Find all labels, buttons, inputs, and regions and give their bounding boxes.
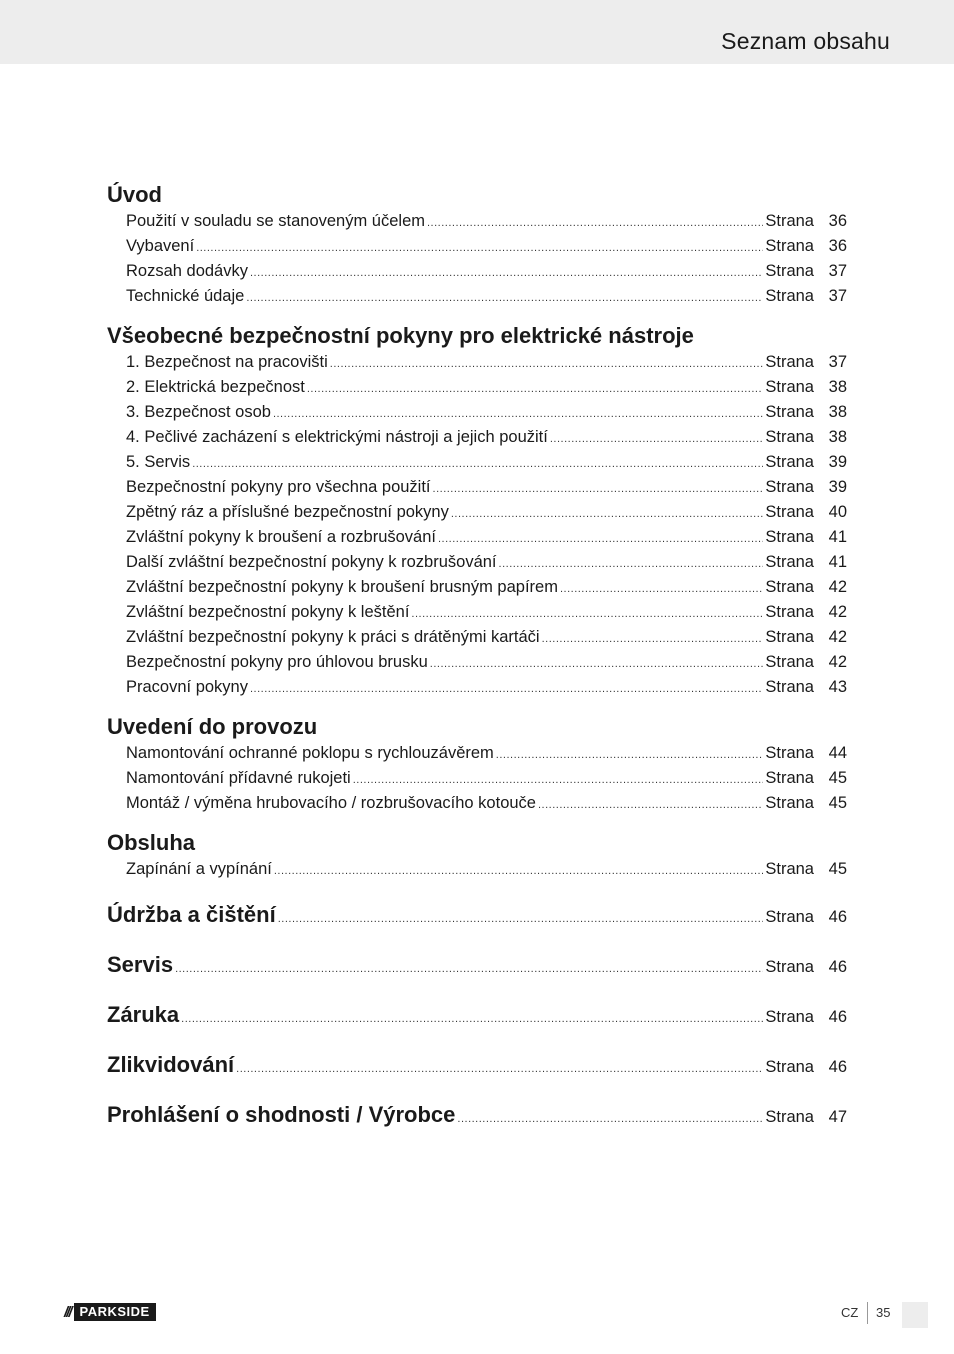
dot-leader: [236, 1048, 763, 1089]
toc-entry: [107, 475, 847, 500]
entry-label: 2. Elektrická bezpečnost: [126, 378, 305, 396]
toc-entry: [107, 741, 847, 766]
page-word-label: Strana: [765, 1058, 814, 1076]
entry-page-number: 46: [828, 1008, 847, 1026]
toc-section: [107, 713, 847, 816]
section-heading: Úvod: [107, 182, 162, 207]
entry-label: Zapínání a vypínání: [126, 860, 272, 878]
entry-heading-label: Prohlášení o shodnosti / Výrobce: [107, 1102, 456, 1127]
entry-page-number: 37: [828, 353, 847, 371]
entry-label: Vybavení: [126, 237, 195, 255]
page-word-label: Strana: [765, 237, 814, 255]
toc-entry: [107, 525, 847, 550]
section-heading: Uvedení do provozu: [107, 714, 318, 739]
entry-page-number: 37: [828, 262, 847, 280]
entry-page-number: 43: [828, 678, 847, 696]
toc-entry: [107, 575, 847, 600]
toc-entry: [107, 857, 847, 882]
header-band: [0, 0, 954, 64]
page-word-label: Strana: [765, 528, 814, 546]
dot-leader: [330, 350, 764, 377]
entry-label: 1. Bezpečnost na pracovišti: [126, 353, 328, 371]
section-heading: Obsluha: [107, 830, 196, 855]
dot-leader: [542, 625, 764, 652]
toc-entry: [107, 209, 847, 234]
dot-leader: [451, 500, 764, 527]
page-word-label: Strana: [765, 453, 814, 471]
toc-entry: [107, 600, 847, 625]
page-word-label: Strana: [765, 628, 814, 646]
page-word-label: Strana: [765, 403, 814, 421]
dot-leader: [250, 259, 763, 286]
table-of-contents: [107, 181, 847, 1145]
toc-section: [107, 181, 847, 309]
page-word-label: Strana: [765, 212, 814, 230]
page-word-label: Strana: [765, 653, 814, 671]
page-word-label: Strana: [765, 908, 814, 926]
toc-entry: [107, 234, 847, 259]
dot-leader: [192, 450, 763, 477]
dot-leader: [175, 948, 763, 989]
entry-page-number: 45: [828, 860, 847, 878]
dot-leader: [496, 741, 764, 768]
entry-label: Zpětný ráz a příslušné bezpečnostní pokyny: [126, 503, 449, 521]
section-heading: Všeobecné bezpečnostní pokyny pro elektrické nástroje: [107, 323, 694, 348]
dot-leader: [457, 1098, 763, 1139]
entry-page-number: 42: [828, 603, 847, 621]
toc-entry: [107, 284, 847, 309]
dot-leader: [196, 234, 763, 261]
dot-leader: [246, 284, 763, 311]
dot-leader: [274, 857, 764, 884]
page-word-label: Strana: [765, 262, 814, 280]
entry-page-number: 37: [828, 287, 847, 305]
entry-page-number: 42: [828, 578, 847, 596]
entry-label: Použití v souladu se stanoveným účelem: [126, 212, 425, 230]
dot-leader: [499, 550, 764, 577]
entry-label: Zvláštní pokyny k broušení a rozbrušování: [126, 528, 436, 546]
toc-sections: [107, 181, 847, 882]
page-word-label: Strana: [765, 603, 814, 621]
toc-entry: [107, 675, 847, 700]
entry-label: Technické údaje: [126, 287, 245, 305]
entry-label: Namontování přídavné rukojeti: [126, 769, 351, 787]
entry-page-number: 45: [828, 794, 847, 812]
dot-leader: [307, 375, 764, 402]
toc-entry: [107, 766, 847, 791]
entry-heading-label: Servis: [107, 952, 174, 977]
dot-leader: [538, 791, 763, 818]
entry-page-number: 38: [828, 378, 847, 396]
page-word-label: Strana: [765, 553, 814, 571]
page-word-label: Strana: [765, 794, 814, 812]
dot-leader: [250, 675, 763, 702]
toc-heading-entry: [107, 1045, 847, 1095]
entry-heading-label: Údržba a čištění: [107, 902, 276, 927]
dot-leader: [550, 425, 764, 452]
entry-page-number: 45: [828, 769, 847, 787]
toc-entry: [107, 650, 847, 675]
dot-leader: [278, 898, 764, 939]
entry-label: Zvláštní bezpečnostní pokyny k broušení brusným papírem: [126, 578, 558, 596]
entry-page-number: 39: [828, 453, 847, 471]
page-word-label: Strana: [765, 378, 814, 396]
dot-leader: [411, 600, 763, 627]
entry-page-number: 47: [828, 1108, 847, 1126]
toc-heading-entry: [107, 895, 847, 945]
entry-page-number: 36: [828, 237, 847, 255]
brand-name: PARKSIDE: [74, 1303, 156, 1321]
entry-page-number: 41: [828, 553, 847, 571]
toc-entry: [107, 375, 847, 400]
entry-page-number: 42: [828, 653, 847, 671]
entry-label: Namontování ochranné poklopu s rychlouzávěrem: [126, 744, 494, 762]
entry-page-number: 46: [828, 958, 847, 976]
entry-label: Bezpečnostní pokyny pro úhlovou brusku: [126, 653, 428, 671]
entry-label: Bezpečnostní pokyny pro všechna použití: [126, 478, 431, 496]
dot-leader: [181, 998, 763, 1039]
toc-entry: [107, 450, 847, 475]
entry-page-number: 36: [828, 212, 847, 230]
toc-entry: [107, 400, 847, 425]
entry-label: Zvláštní bezpečnostní pokyny k práci s drátěnými kartáči: [126, 628, 540, 646]
page-word-label: Strana: [765, 478, 814, 496]
entry-page-number: 40: [828, 503, 847, 521]
page-word-label: Strana: [765, 428, 814, 446]
entry-label: Zvláštní bezpečnostní pokyny k leštění: [126, 603, 410, 621]
dot-leader: [353, 766, 764, 793]
page-word-label: Strana: [765, 353, 814, 371]
entry-page-number: 38: [828, 428, 847, 446]
language-code: CZ: [841, 1305, 859, 1320]
toc-entry: [107, 259, 847, 284]
entry-page-number: 44: [828, 744, 847, 762]
entry-label: Rozsah dodávky: [126, 262, 248, 280]
page-title: Seznam obsahu: [721, 28, 890, 54]
toc-entry: [107, 350, 847, 375]
entry-page-number: 39: [828, 478, 847, 496]
brand-logo: [64, 1303, 156, 1321]
page-word-label: Strana: [765, 860, 814, 878]
entry-label: 5. Servis: [126, 453, 191, 471]
page-number: 35: [876, 1305, 891, 1320]
dot-leader: [560, 575, 763, 602]
page-word-label: Strana: [765, 769, 814, 787]
entry-page-number: 46: [828, 908, 847, 926]
page-word-label: Strana: [765, 578, 814, 596]
dot-leader: [433, 475, 764, 502]
page-tab-marker: [902, 1302, 928, 1328]
dot-leader: [273, 400, 763, 427]
toc-heading-entry: [107, 995, 847, 1045]
page-word-label: Strana: [765, 287, 814, 305]
entry-label: 4. Pečlivé zacházení s elektrickými nástroji a jejich použití: [126, 428, 548, 446]
entry-label: Pracovní pokyny: [126, 678, 248, 696]
page-word-label: Strana: [765, 1108, 814, 1126]
toc-entry: [107, 500, 847, 525]
toc-section: [107, 829, 847, 882]
dot-leader: [430, 650, 764, 677]
toc-entry: [107, 791, 847, 816]
entry-page-number: 42: [828, 628, 847, 646]
entry-page-number: 38: [828, 403, 847, 421]
footer-divider: [867, 1302, 868, 1324]
page-word-label: Strana: [765, 1008, 814, 1026]
toc-heading-entry: [107, 1095, 847, 1145]
entry-label: Montáž / výměna hrubovacího / rozbrušovacího kotouče: [126, 794, 536, 812]
toc-entry: [107, 425, 847, 450]
entry-label: Další zvláštní bezpečnostní pokyny k rozbrušování: [126, 553, 497, 571]
entry-page-number: 41: [828, 528, 847, 546]
toc-heading-entry: [107, 945, 847, 995]
toc-section: [107, 322, 847, 700]
toc-entry: [107, 625, 847, 650]
brand-mark: ///: [64, 1303, 71, 1321]
dot-leader: [427, 209, 763, 236]
page-word-label: Strana: [765, 678, 814, 696]
entry-label: 3. Bezpečnost osob: [126, 403, 271, 421]
page-word-label: Strana: [765, 744, 814, 762]
toc-heading-entries: [107, 895, 847, 1145]
entry-page-number: 46: [828, 1058, 847, 1076]
page-word-label: Strana: [765, 503, 814, 521]
entry-heading-label: Záruka: [107, 1002, 180, 1027]
entry-heading-label: Zlikvidování: [107, 1052, 235, 1077]
toc-entry: [107, 550, 847, 575]
page-word-label: Strana: [765, 958, 814, 976]
dot-leader: [438, 525, 763, 552]
